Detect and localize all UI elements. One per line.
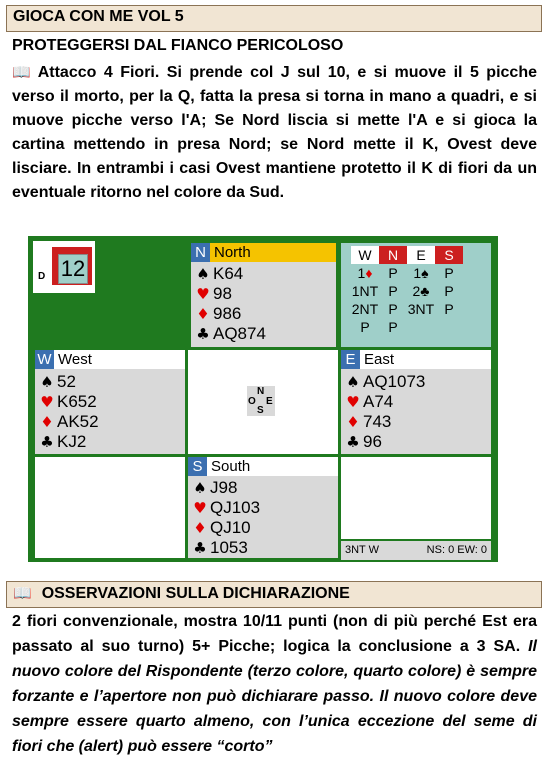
auction-bid: P	[388, 319, 398, 335]
auction-bid: P	[388, 301, 398, 317]
observations-title: OSSERVAZIONI SULLA DICHIARAZIONE	[41, 585, 350, 602]
heart-icon: ♥	[196, 285, 210, 303]
north-diamonds: 986	[213, 304, 242, 323]
west-hand	[35, 350, 185, 454]
east-diamonds: 743	[363, 412, 392, 431]
dealer-label: D	[38, 271, 46, 282]
seat-name-west: West	[58, 351, 92, 368]
observations-text: 2 fiori convenzionale, mostra 10/11 punti (non di più perché Est era passato al suo turno) 5+ Picche; logica la conclusione a 3 SA.	[12, 613, 537, 655]
auction-bid: P	[388, 265, 398, 281]
diamond-icon: ♦	[40, 413, 54, 431]
observations-bar	[6, 581, 542, 608]
seat-tag-south: S	[188, 457, 207, 476]
west-spades: 52	[57, 372, 76, 391]
spade-icon: ♠	[40, 373, 54, 391]
diamond-icon: ♦	[196, 305, 210, 323]
compass-s: S	[257, 405, 264, 416]
auction-row	[351, 318, 481, 336]
auction-bid: P	[444, 301, 454, 317]
heart-icon: ♥	[40, 393, 54, 411]
auction-header-e: E	[407, 246, 435, 264]
auction-bid	[435, 318, 463, 336]
auction-header-w: W	[351, 246, 379, 264]
observations-italic-text: Il nuovo colore del Rispondente (terzo colore, quarto colore) è sempre forzante e l’apertore non può dichiarare passo. Il nuovo colore deve sempre essere quarto almeno, con l’unica eccezione del seme di fiori che (alert) può essere “corto”	[12, 638, 537, 755]
east-hearts: A74	[363, 392, 394, 411]
south-hand	[188, 457, 338, 558]
intro-paragraph	[12, 60, 537, 205]
auction-bid: 1♦	[357, 265, 373, 281]
west-diamonds: AK52	[57, 412, 99, 431]
empty-cell-se	[341, 457, 491, 539]
compass-icon	[247, 386, 275, 416]
club-icon: ♣	[196, 325, 210, 343]
contract-label: 3NT W	[345, 544, 380, 556]
diamond-icon: ♦	[193, 519, 207, 537]
seat-name-south: South	[211, 458, 251, 475]
bridge-board	[28, 236, 498, 562]
north-clubs: AQ874	[213, 324, 266, 343]
spade-icon: ♠	[193, 479, 207, 497]
auction-bid: 1♠	[413, 265, 429, 281]
west-hearts: K652	[57, 392, 97, 411]
south-spades: J98	[210, 478, 238, 497]
east-spades: AQ1073	[363, 372, 426, 391]
book-icon: 📖	[12, 63, 34, 81]
compass-o: O	[248, 396, 256, 407]
auction-table	[341, 243, 491, 347]
north-hand	[191, 243, 336, 347]
auction-header-n: N	[379, 246, 407, 264]
compass-n: N	[257, 386, 265, 397]
auction-row	[351, 282, 481, 300]
club-icon: ♣	[193, 539, 207, 557]
empty-cell-sw	[35, 457, 185, 558]
auction-bid: P	[388, 283, 398, 299]
south-diamonds: QJ10	[210, 518, 251, 537]
auction-row	[351, 264, 481, 282]
heart-icon: ♥	[193, 499, 207, 517]
heart-icon: ♥	[346, 393, 360, 411]
board-number-cell	[33, 241, 109, 299]
auction-header-row	[351, 246, 481, 264]
observations-paragraph	[12, 609, 537, 759]
north-hearts: 98	[213, 284, 232, 303]
south-hearts: QJ103	[210, 498, 261, 517]
auction-bid: P	[360, 319, 370, 335]
spade-icon: ♠	[196, 265, 210, 283]
east-clubs: 96	[363, 432, 382, 451]
auction-bid: 2NT	[351, 301, 379, 317]
seat-tag-north: N	[191, 243, 210, 262]
contract-bar	[341, 541, 491, 560]
south-clubs: 1053	[210, 538, 248, 557]
auction-bid	[407, 318, 435, 336]
diamond-icon: ♦	[346, 413, 360, 431]
seat-name-east: East	[364, 351, 395, 368]
document-title: GIOCA CON ME VOL 5	[13, 8, 184, 25]
club-icon: ♣	[40, 433, 54, 451]
auction-bid: 3NT	[407, 301, 435, 317]
compass-e: E	[266, 396, 273, 407]
subtitle: PROTEGGERSI DAL FIANCO PERICOLOSO	[12, 37, 344, 54]
auction-bid: P	[444, 265, 454, 281]
auction-bid: 2♣	[412, 283, 430, 299]
east-hand	[341, 350, 491, 454]
seat-tag-west: W	[35, 350, 54, 369]
spade-icon: ♠	[346, 373, 360, 391]
seat-name-north: North	[214, 244, 251, 261]
auction-row	[351, 300, 481, 318]
table-center	[188, 350, 338, 454]
intro-text: Attacco 4 Fiori. Si prende col J sul 10, e si muove il 5 picche verso il morto, per la Q, fatta la presa si torna in mano a quadri, e si muove picche verso l'A; Se Nord liscia si mette l'A e si gioca la cartina mettendo in presa Nord; se Nord mette il K, Ovest deve lisciare. In entrambi i casi Ovest mantiene protetto il K di fiori da un eventuale ritorno nel colore da Sud.	[12, 64, 537, 201]
auction-bid: 1NT	[351, 283, 379, 299]
board-number: 12	[58, 254, 88, 284]
west-clubs: KJ2	[57, 432, 87, 451]
vulnerability-label: NS: 0 EW: 0	[426, 544, 487, 556]
auction-header-s: S	[435, 246, 463, 264]
club-icon: ♣	[346, 433, 360, 451]
book-icon: 📖	[13, 584, 32, 602]
auction-bid: P	[444, 283, 454, 299]
seat-tag-east: E	[341, 350, 360, 369]
north-spades: K64	[213, 264, 244, 283]
title-bar	[6, 5, 542, 32]
